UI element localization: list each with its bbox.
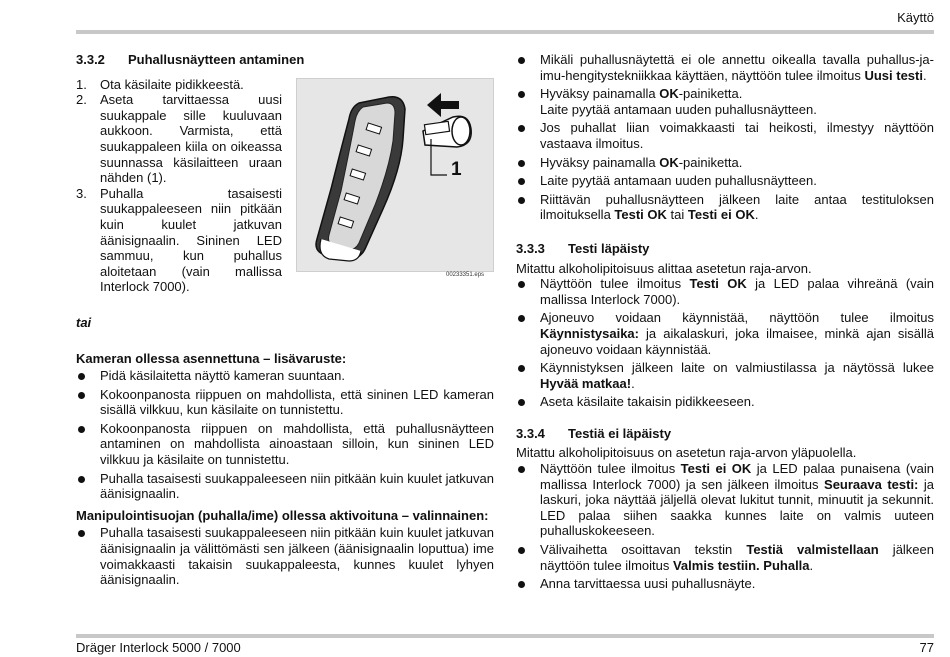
list-item: Hyväksy painamalla OK-painiketta. Laite pyytää antamaan uuden puhallusnäytteen.: [516, 86, 934, 117]
step-item: 3. Puhalla tasaisesti suukappaleeseen niin pitkään kuin kuulet jatkuvan äänisignaalin. Sininen LED sammuu, kun puhallus aloitetaan (vain mallissa Interlock 7000).: [76, 185, 282, 295]
header-rule: [76, 30, 934, 34]
step-item: 1. Ota käsilaite pidikkeestä.: [76, 76, 244, 92]
failed-list: [516, 461, 934, 592]
list-item: Jos puhallat liian voimakkaasti tai heikosti, ilmestyy näyttöön vastaava ilmoitus.: [516, 120, 934, 151]
footer-product: Dräger Interlock 5000 / 7000: [76, 640, 241, 655]
section-heading-333: 3.3.3 Testi läpäisty: [516, 240, 650, 256]
section-intro: Mitattu alkoholipitoisuus alittaa asetetun raja-arvon.: [516, 260, 812, 276]
breathalyzer-handset-illustration: [297, 79, 493, 271]
section-heading-332: [76, 52, 494, 68]
list-item: Näyttöön tulee ilmoitus Testi OK ja LED palaa vihreänä (vain mallissa Interlock 7000).: [516, 276, 934, 307]
figure-caption: 00233351.eps: [446, 272, 485, 278]
manipulation-heading: Manipulointisuojan (puhalla/ime) ollessa aktivoituna – valinnainen:: [76, 507, 489, 523]
list-item: Puhalla tasaisesti suukappaleeseen niin pitkään kuin kuulet jatkuvan äänisignaalin ja välittömästi sen jälkeen (äänisignaalin loputtua) ime voimakkaasti takaisin suukappaleesta, kunnes kuulet lyhyen äänisignaalin.: [76, 525, 494, 587]
list-item: Aseta käsilaite takaisin pidikkeeseen.: [516, 394, 934, 410]
figure-callout-label: 1: [451, 159, 462, 180]
section-title: Puhallusnäytteen antaminen: [128, 52, 305, 67]
or-text: tai: [76, 314, 92, 330]
step-list: [76, 77, 282, 295]
list-item: Mikäli puhallusnäytettä ei ole annettu oikealla tavalla puhallus-ja-imu-hengitystekniikkaa käyttäen, näyttöön tulee ilmoitus Uusi testi.: [516, 52, 934, 83]
list-item: Välivaihetta osoittavan tekstin Testiä valmistellaan jälkeen näyttöön tulee ilmoitus Valmis testiin. Puhalla.: [516, 542, 934, 573]
manipulation-list: [76, 525, 494, 587]
page-number: 77: [919, 640, 934, 655]
footer-rule: [76, 634, 934, 638]
passed-list: [516, 276, 934, 410]
camera-heading: Kameran ollessa asennettuna – lisävaruste:: [76, 350, 347, 366]
list-item: Käynnistyksen jälkeen laite on valmiustilassa ja näytössä lukee Hyvää matkaa!.: [516, 360, 934, 391]
camera-list: [76, 368, 494, 502]
running-header: Käyttö: [897, 10, 934, 25]
list-item: Kokoonpanosta riippuen on mahdollista, että puhallusnäytteen antaminen on mahdollista ainoastaan silloin, kun sininen LED vilkkuu ja käsilaite on tunnistettu.: [76, 421, 494, 468]
list-item: Näyttöön tulee ilmoitus Testi ei OK ja LED palaa punaisena (vain mallissa Interlock 7000) ja sen jälkeen ilmoitus Seuraava testi: ja laskuri, joka näyttää jäljellä olevat lukitut tunnit, minuutit ja sekunnit. LED palaa siihen saakka kunnes laite on valmis uuteen puhalluskokeeseen.: [516, 461, 934, 539]
step-item: 2. Aseta tarvittaessa uusi suukappale sille kuuluvaan aukkoon. Varmista, että suukappaleen kiila on oikeassa suunnassa käsilaitteen uraan nähden (1).: [76, 92, 282, 186]
section-heading-334: 3.3.4 Testiä ei läpäisty: [516, 425, 672, 441]
right-column: [516, 52, 934, 595]
list-item: Pidä käsilaitetta näyttö kameran suuntaan.: [76, 368, 494, 384]
list-item: Puhalla tasaisesti suukappaleeseen niin pitkään kuin kuulet jatkuvan äänisignaalin.: [76, 471, 494, 502]
list-item: Laite pyytää antamaan uuden puhallusnäytteen.: [516, 173, 934, 189]
list-item: Ajoneuvo voidaan käynnistää, näyttöön tulee ilmoitus Käynnistysaika: ja aikalaskuri, joka ilmaisee, minkä ajan sisällä ajoneuvo voidaan käynnistää.: [516, 310, 934, 357]
list-item: Anna tarvittaessa uusi puhallusnäyte.: [516, 576, 934, 592]
list-item: Hyväksy painamalla OK-painiketta.: [516, 155, 934, 171]
list-item: Riittävän puhallusnäytteen jälkeen laite antaa testituloksen ilmoituksella Testi OK tai Testi ei OK.: [516, 192, 934, 223]
retry-list: [516, 52, 934, 223]
section-intro: Mitattu alkoholipitoisuus on asetetun raja-arvon yläpuolella.: [516, 445, 857, 461]
section-number: 3.3.2: [76, 52, 105, 67]
list-item: Kokoonpanosta riippuen on mahdollista, että sininen LED kameran sisällä vilkkuu, kun käsilaite on tunnistettu.: [76, 387, 494, 418]
device-figure: [296, 78, 494, 272]
